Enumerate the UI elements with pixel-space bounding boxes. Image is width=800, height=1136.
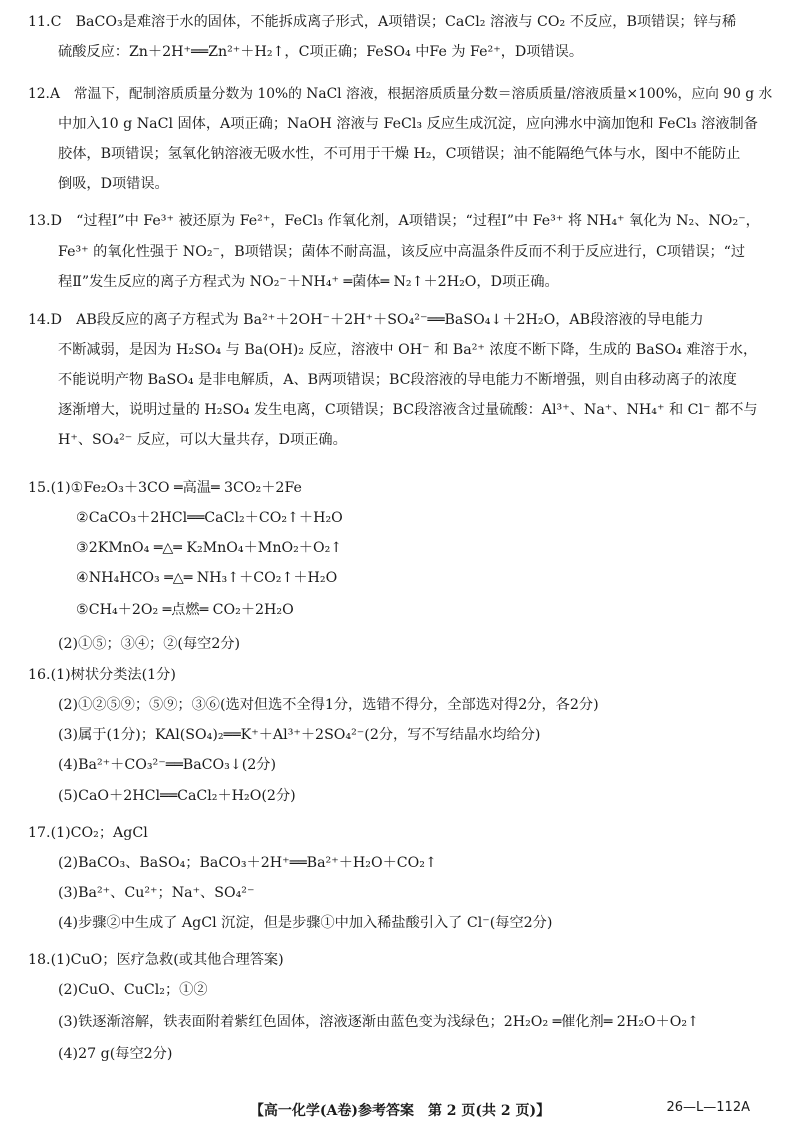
answer-line: ③2KMnO₄ ═△═ K₂MnO₄＋MnO₂＋O₂↑ — [76, 540, 343, 556]
answer-line: (3)Ba²⁺、Cu²⁺；Na⁺、SO₄²⁻ — [58, 885, 255, 901]
answer-line: 12.A 常温下，配制溶质质量分数为 10%的 NaCl 溶液，根据溶质质量分数＝溶质质量/溶液质量×100%，应向 90 g 水 — [28, 86, 773, 102]
answer-line: ②CaCO₃＋2HCl══CaCl₂＋CO₂↑＋H₂O — [76, 510, 343, 526]
answer-line: ⑤CH₄＋2O₂ ═点燃═ CO₂＋2H₂O — [76, 602, 294, 618]
answer-line: (2)CuO、CuCl₂；①② — [58, 982, 208, 998]
footer-code: 26—L—112A — [666, 1100, 750, 1115]
answer-line: 16.(1)树状分类法(1分) — [28, 667, 176, 683]
footer-title: 【高一化学(A卷)参考答案 第 2 页(共 2 页)】 — [249, 1103, 551, 1119]
answer-line: 倒吸，D项错误。 — [58, 176, 169, 192]
page-footer — [0, 1100, 800, 1124]
answer-line: 中加入10 g NaCl 固体，A项正确；NaOH 溶液与 FeCl₃ 反应生成沉淀，应向沸水中滴加饱和 FeCl₃ 溶液制备 — [58, 116, 758, 132]
answer-line: (4)步骤②中生成了 AgCl 沉淀，但是步骤①中加入稀盐酸引入了 Cl⁻(每空2分) — [58, 915, 553, 931]
answer-line: 13.D “过程Ⅰ”中 Fe³⁺ 被还原为 Fe²⁺，FeCl₃ 作氧化剂，A项错误；“过程Ⅰ”中 Fe³⁺ 将 NH₄⁺ 氧化为 N₂、NO₂⁻， — [28, 213, 760, 229]
answer-line: (4)Ba²⁺＋CO₃²⁻══BaCO₃↓(2分) — [58, 757, 277, 773]
answer-line: 硫酸反应：Zn＋2H⁺══Zn²⁺＋H₂↑，C项正确；FeSO₄ 中Fe 为 Fe²⁺，D项错误。 — [58, 44, 584, 60]
answer-line: 11.C BaCO₃是难溶于水的固体，不能拆成离子形式，A项错误；CaCl₂ 溶液与 CO₂ 不反应，B项错误；锌与稀 — [28, 14, 737, 30]
answer-line: 17.(1)CO₂；AgCl — [28, 825, 148, 841]
answer-line: ④NH₄HCO₃ ═△═ NH₃↑＋CO₂↑＋H₂O — [76, 570, 338, 586]
answer-line: (2)①⑤；③④；②(每空2分) — [58, 636, 241, 652]
answer-line: H⁺、SO₄²⁻ 反应，可以大量共存，D项正确。 — [58, 432, 347, 448]
answer-line: (2)①②⑤⑨；⑤⑨；③⑥(选对但选不全得1分，选错不得分，全部选对得2分，各2分) — [58, 697, 599, 713]
answer-line: 不断减弱，是因为 H₂SO₄ 与 Ba(OH)₂ 反应，溶液中 OH⁻ 和 Ba²⁺ 浓度不断下降，生成的 BaSO₄ 难溶于水， — [58, 342, 758, 358]
answer-line: 胶体，B项错误；氢氧化钠溶液无吸水性，不可用于干燥 H₂，C项错误；油不能隔绝气体与水，图中不能防止 — [58, 146, 741, 162]
answer-line: (3)属于(1分)；KAl(SO₄)₂══K⁺＋Al³⁺＋2SO₄²⁻(2分，写不写结晶水均给分) — [58, 727, 541, 743]
answer-line: (4)27 g(每空2分) — [58, 1046, 173, 1062]
answer-line: 18.(1)CuO；医疗急救(或其他合理答案) — [28, 952, 284, 968]
answer-line: (3)铁逐渐溶解，铁表面附着紫红色固体，溶液逐渐由蓝色变为浅绿色；2H₂O₂ ═催化剂═ 2H₂O＋O₂↑ — [58, 1014, 699, 1030]
answer-line: 程Ⅱ”发生反应的离子方程式为 NO₂⁻＋NH₄⁺ ═菌体═ N₂↑＋2H₂O，D项正确。 — [58, 274, 559, 290]
answer-line: Fe³⁺ 的氧化性强于 NO₂⁻，B项错误；菌体不耐高温，该反应中高温条件反而不利于反应进行，C项错误；“过 — [58, 244, 746, 260]
answer-line: 逐渐增大，说明过量的 H₂SO₄ 发生电离，C项错误；BC段溶液含过量硫酸：Al³⁺、Na⁺、NH₄⁺ 和 Cl⁻ 都不与 — [58, 402, 758, 418]
answer-line: 14.D AB段反应的离子方程式为 Ba²⁺＋2OH⁻＋2H⁺＋SO₄²⁻══BaSO₄↓＋2H₂O，AB段溶液的导电能力 — [28, 312, 704, 328]
answer-line: 15.(1)①Fe₂O₃＋3CO ═高温═ 3CO₂＋2Fe — [28, 480, 302, 496]
answer-line: (2)BaCO₃、BaSO₄；BaCO₃＋2H⁺══Ba²⁺＋H₂O＋CO₂↑ — [58, 855, 437, 871]
answer-line: (5)CaO＋2HCl══CaCl₂＋H₂O(2分) — [58, 788, 296, 804]
answer-line: 不能说明产物 BaSO₄ 是非电解质，A、B两项错误；BC段溶液的导电能力不断增强，则自由移动离子的浓度 — [58, 372, 737, 388]
